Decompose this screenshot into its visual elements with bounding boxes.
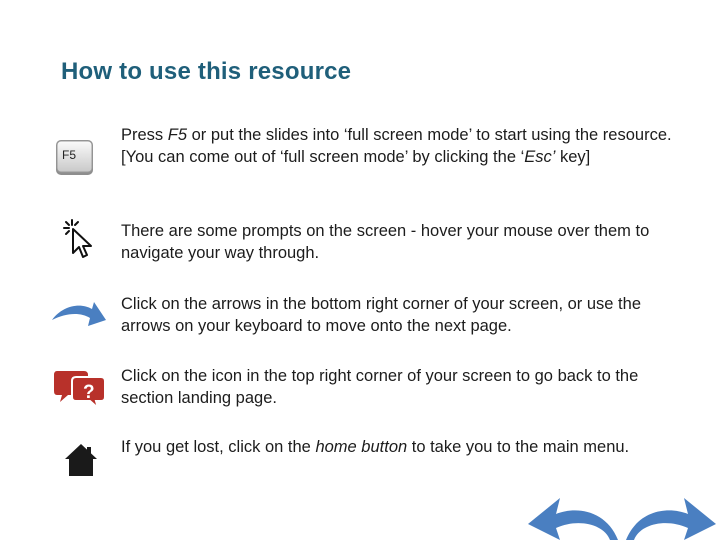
f5-key-label: F5 (62, 148, 77, 162)
speech-bubbles-question-icon (54, 367, 106, 414)
home-icon (63, 442, 99, 483)
f5-key-icon (55, 139, 95, 182)
forward-arrow-icon (624, 527, 718, 544)
instruction-text-landing: Click on the icon in the top right corner of your screen to go back to the section landing page. (121, 367, 639, 407)
instruction-text-home: If you get lost, click on the home button to take you to the main menu. (121, 438, 630, 456)
back-arrow-icon (526, 527, 620, 544)
mouse-pointer-icon (63, 219, 97, 266)
instruction-text-arrows: Click on the arrows in the bottom right corner of your screen, or use the arrows on your keyboard to move onto the next page. (121, 295, 641, 335)
page-title: How to use this resource (61, 58, 352, 85)
forward-arrow-button[interactable] (624, 490, 718, 545)
instruction-text-f5: Press F5 or put the slides into ‘full screen mode’ to start using the resource. [You can come out of ‘full screen mode’ by clicking the ‘Esc’ key] (121, 126, 672, 166)
svg-text:?: ? (83, 382, 95, 403)
curved-arrow-icon (50, 296, 108, 337)
instruction-text-pointer: There are some prompts on the screen - hover your mouse over them to navigate your way through. (121, 222, 650, 262)
back-arrow-button[interactable] (526, 490, 620, 545)
